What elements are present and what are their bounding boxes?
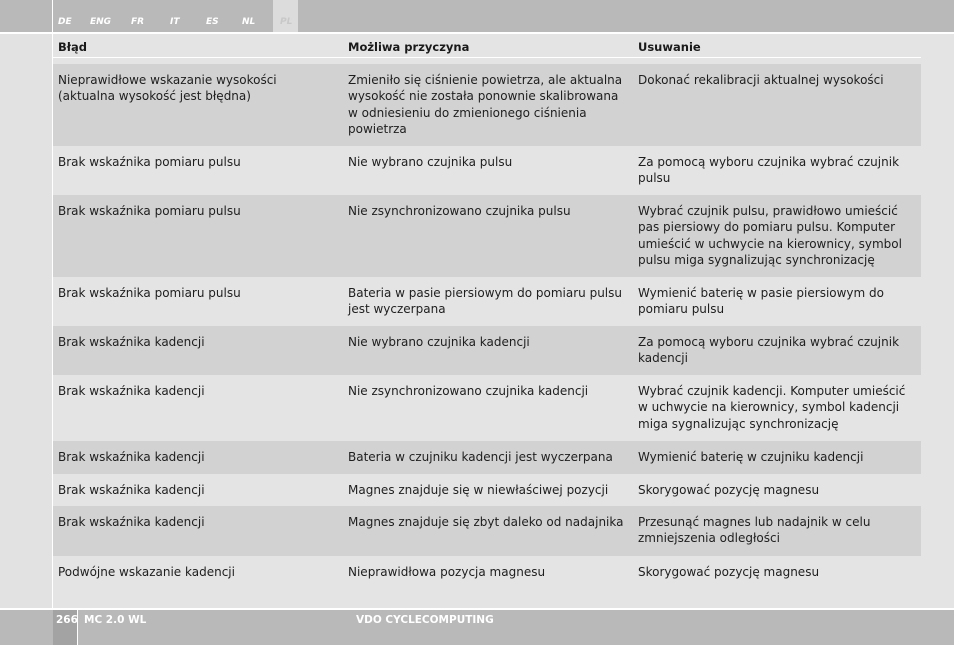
cell-error: Brak wskaźnika pomiaru pulsu (58, 286, 241, 300)
language-tab-it[interactable]: IT (170, 17, 180, 27)
cell-error: Brak wskaźnika kadencji (58, 515, 205, 529)
cell-error: Brak wskaźnika kadencji (58, 335, 205, 349)
table-row (53, 506, 921, 556)
cell-cause: Bateria w czujniku kadencji jest wyczerpana (348, 450, 613, 464)
table-row (53, 326, 921, 375)
cell-error: Brak wskaźnika pomiaru pulsu (58, 155, 241, 169)
cell-cause: Nie wybrano czujnika kadencji (348, 335, 530, 349)
active-language-tab (273, 0, 298, 32)
cell-remedy: Wybrać czujnik kadencji. Komputer umieścić w uchwycie na kierownicy, symbol kadencji miga sygnalizując synchronizację (638, 384, 906, 431)
language-tab-pl[interactable]: PL (280, 17, 293, 27)
cell-cause: Nie zsynchronizowano czujnika kadencji (348, 384, 589, 398)
cell-remedy: Wymienić baterię w czujniku kadencji (638, 450, 864, 464)
cell-remedy: Za pomocą wyboru czujnika wybrać czujnik kadencji (638, 335, 900, 366)
cell-remedy: Dokonać rekalibracji aktualnej wysokości (638, 73, 884, 87)
cell-cause: Magnes znajduje się zbyt daleko od nadajnika (348, 515, 624, 529)
cell-error: Brak wskaźnika kadencji (58, 450, 205, 464)
cell-cause: Nie zsynchronizowano czujnika pulsu (348, 204, 571, 218)
cell-error: Nieprawidłowe wskazanie wysokości (aktualna wysokość jest błędna) (58, 73, 277, 104)
cell-cause: Zmieniło się ciśnienie powietrza, ale aktualna wysokość nie została ponownie skalibrowana w odniesieniu do zmienionego ciśnienia powietrza (348, 73, 623, 136)
cell-remedy: Skorygować pozycję magnesu (638, 565, 820, 579)
table-row (53, 64, 921, 146)
language-tab-es[interactable]: ES (206, 17, 219, 27)
cell-error: Brak wskaźnika pomiaru pulsu (58, 204, 241, 218)
table-row (53, 474, 921, 506)
cell-cause: Magnes znajduje się w niewłaściwej pozycji (348, 483, 609, 497)
table-row (53, 441, 921, 474)
cell-remedy: Przesunąć magnes lub nadajnik w celu zmniejszenia odległości (638, 515, 871, 546)
table-row (53, 146, 921, 195)
header-cause: Możliwa przyczyna (348, 40, 470, 54)
header-divider (53, 57, 921, 58)
cell-error: Brak wskaźnika kadencji (58, 483, 205, 497)
cell-remedy: Skorygować pozycję magnesu (638, 483, 820, 497)
language-tab-de[interactable]: DE (58, 17, 72, 27)
table-row (53, 556, 921, 596)
language-bar (0, 0, 954, 32)
table-row (53, 375, 921, 441)
header-error: Błąd (58, 40, 88, 54)
footer-model: MC 2.0 WL (84, 614, 147, 626)
cell-cause: Nie wybrano czujnika pulsu (348, 155, 513, 169)
cell-cause: Nieprawidłowa pozycja magnesu (348, 565, 546, 579)
cell-error: Brak wskaźnika kadencji (58, 384, 205, 398)
language-tab-eng[interactable]: ENG (90, 17, 112, 27)
header-remedy: Usuwanie (638, 40, 701, 54)
language-tab-fr[interactable]: FR (131, 17, 145, 27)
page-number: 266 (56, 614, 78, 626)
footer-brand: VDO CYCLECOMPUTING (356, 614, 494, 626)
cell-remedy: Wymienić baterię w pasie piersiowym do pomiaru pulsu (638, 286, 884, 317)
table-row (53, 195, 921, 277)
cell-remedy: Wybrać czujnik pulsu, prawidłowo umieścić pas piersiowy do pomiaru pulsu. Komputer umieścić w uchwycie na kierownicy, symbol pulsu miga sygnalizując synchronizację (638, 204, 902, 267)
table-row (53, 277, 921, 326)
cell-error: Podwójne wskazanie kadencji (58, 565, 235, 579)
language-tab-nl[interactable]: NL (242, 17, 256, 27)
cell-remedy: Za pomocą wyboru czujnika wybrać czujnik pulsu (638, 155, 900, 186)
cell-cause: Bateria w pasie piersiowym do pomiaru pulsu jest wyczerpana (348, 286, 622, 317)
